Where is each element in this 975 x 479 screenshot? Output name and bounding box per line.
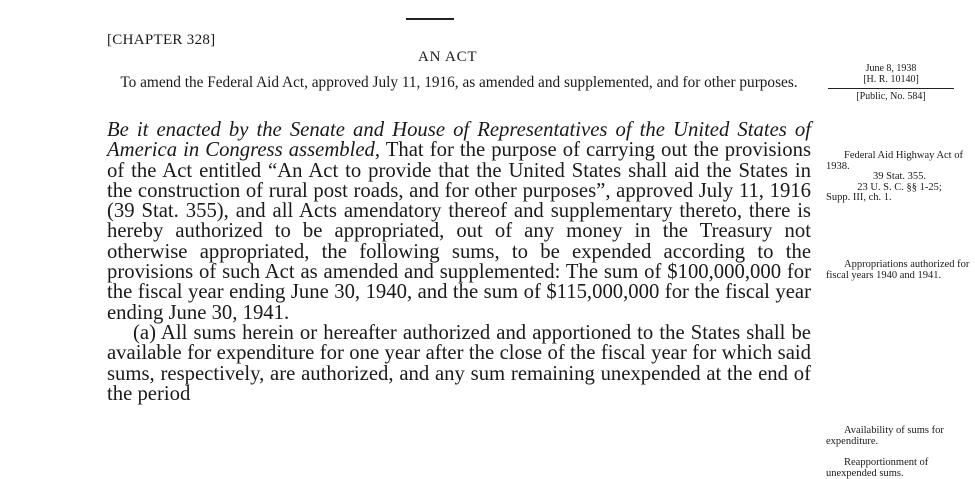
act-body <box>107 120 811 404</box>
paragraph-2: (a) All sums herein or hereafter authorized and apportioned to the States shall be available for expenditure for one year after the close of the fiscal year for which said sums, respectively, are authorized, and any sum remaining unexpended at the end of the period <box>107 321 811 405</box>
margin-note-availability <box>826 426 973 447</box>
enacting-clause: Be it enacted by the Senate and House of Representatives of the United States of America in Congress assembled <box>107 119 811 162</box>
note-line: Supp. III, ch. 1. <box>826 192 892 203</box>
note-line: 39 Stat. 355. <box>872 171 927 182</box>
margin-citation-block <box>828 63 954 102</box>
margin-note-reapportionment <box>826 458 973 479</box>
act-purpose: To amend the Federal Aid Act, approved July 11, 1916, as amended and supplemented, and for other purposes. <box>120 74 798 91</box>
note-line: Availability of sums for expenditure. <box>826 425 944 447</box>
margin-divider <box>828 88 954 89</box>
top-rule <box>406 18 454 20</box>
chapter-heading: [CHAPTER 328] <box>107 32 216 48</box>
note-line: 23 U. S. C. §§ 1-25; <box>857 181 942 193</box>
margin-bill-number: [H. R. 10140] <box>863 74 919 85</box>
act-title: AN ACT <box>418 49 478 65</box>
margin-public-law: [Public, No. 584] <box>856 91 926 102</box>
margin-note-appropriations <box>826 260 973 281</box>
paragraph-1-text: , That for the purpose of carrying out the provisions of the Act entitled “An Act to provide that the United States shall aid the States in the construction of rural post roads, and for other purposes”, approved July 11, 1916 (39 Stat. 355), and all Acts amendatory thereof and supplementary thereto, there is hereby authorized to be appropriated, out of any money in the Treasury not otherwise appropriated, the following sums, to be expended according to the provisions of such Act as amended and supplemented: The sum of $100,000,000 for the fiscal year ending June 30, 1940, and the sum of $115,000,000 for the fiscal year ending June 30, 1941. <box>107 139 811 324</box>
margin-date: June 8, 1938 <box>865 63 917 74</box>
note-line: Federal Aid Highway Act of 1938. <box>826 150 963 172</box>
note-line: Reapportionment of unexpended sums. <box>826 457 929 479</box>
paragraph-1 <box>107 120 811 323</box>
margin-note-highway-act <box>826 151 973 204</box>
note-line: Appropriations authorized for fiscal years 1940 and 1941. <box>826 259 970 281</box>
